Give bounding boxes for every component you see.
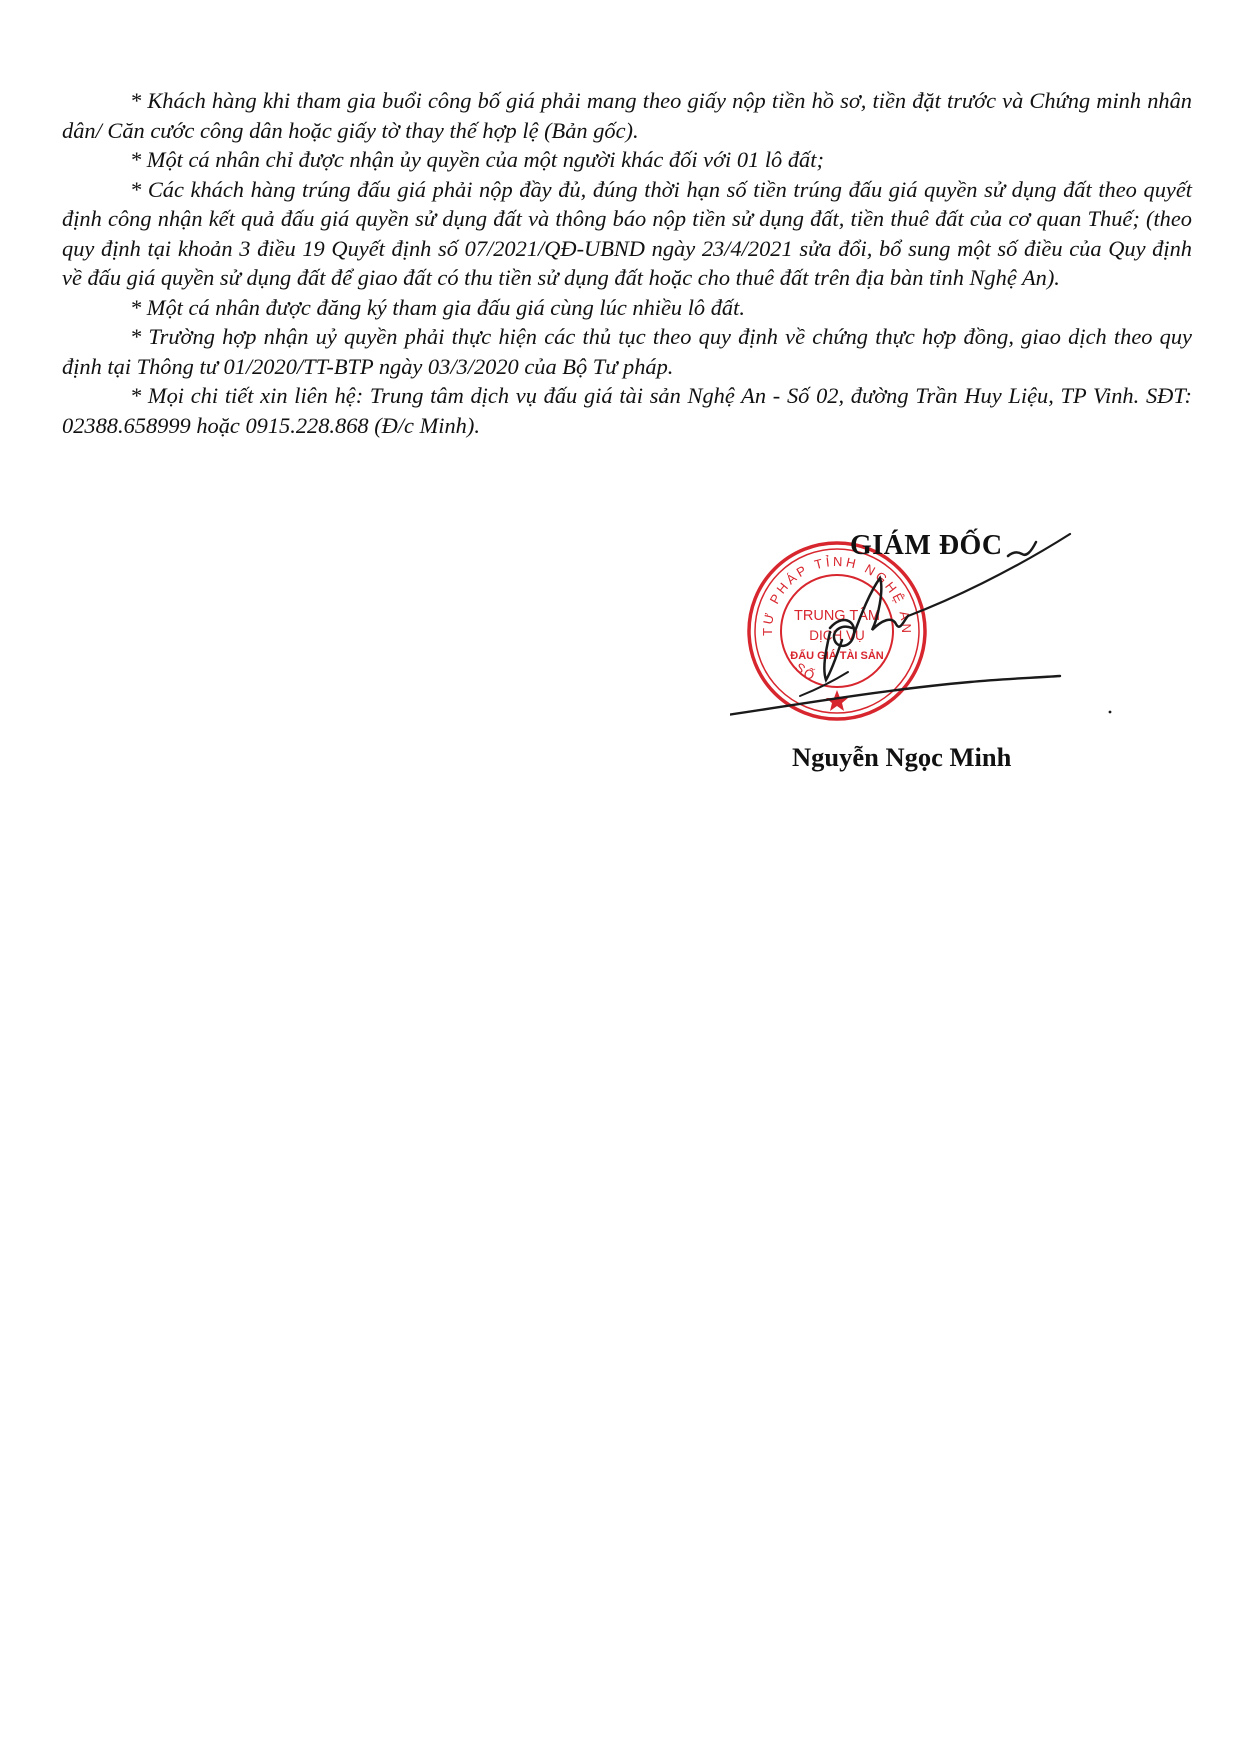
seal-ring-top-text: TƯ PHÁP TỈNH NGHỆ AN [759,553,915,637]
paragraph-multiple-lots: * Một cá nhân được đăng ký tham gia đấu giá cùng lúc nhiều lô đất. [130,294,745,320]
signature-block [730,520,1200,800]
paragraph-authorization-limit: * Một cá nhân chỉ được nhận ủy quyền của một người khác đối với 01 lô đất; [130,147,824,172]
paragraph-contact-info: * Mọi chi tiết xin liên hệ: Trung tâm dịch vụ đấu giá tài sản Nghệ An - Số 02, đường Trần Huy Liệu, TP Vinh. SĐT: 02388.658999 hoặc 0915.228.868 (Đ/c Minh). [62,383,1192,438]
paragraph-authorization-procedure: * Trường hợp nhận uỷ quyền phải thực hiện các thủ tục theo quy định về chứng thực hợp đồng, giao dịch theo quy định tại Thông tư 01/2020/TT-BTP ngày 03/3/2020 của Bộ Tư pháp. [62,324,1192,379]
paragraph-payment-obligation: * Các khách hàng trúng đấu giá phải nộp đầy đủ, đúng thời hạn số tiền trúng đấu giá quyền sử dụng đất theo quyết định công nhận kết quả đấu giá quyền sử dụng đất và thông báo nộp tiền sử dụng đất, tiền thuê đất của cơ quan Thuế; (theo quy định tại khoản 3 điều 19 Quyết định số 07/2021/QĐ-UBND ngày 23/4/2021 sửa đổi, bổ sung một số điều của Quy định về đấu giá quyền sử dụng đất để giao đất có thu tiền sử dụng đất hoặc cho thuê đất trên địa bàn tỉnh Nghệ An). [62,176,1192,290]
paragraph-id-card-requirement: * Khách hàng khi tham gia buổi công bố giá phải mang theo giấy nộp tiền hồ sơ, tiền đặt trước và Chứng minh nhân dân/ Căn cước công dân hoặc giấy tờ thay thế hợp lệ (Bản gốc). [62,88,1192,143]
seal-center-line-3: ĐẤU GIÁ TÀI SẢN [790,650,884,662]
signature-title: GIÁM ĐỐC [850,530,1003,561]
seal-ring-bottom-text: SỐ [792,659,819,685]
seal-center-line-2: DỊCH VỤ [809,628,865,643]
signer-name: Nguyễn Ngọc Minh [792,742,1012,772]
document-body [62,86,1192,440]
seal-center-line-1: TRUNG TÂM [794,608,880,624]
